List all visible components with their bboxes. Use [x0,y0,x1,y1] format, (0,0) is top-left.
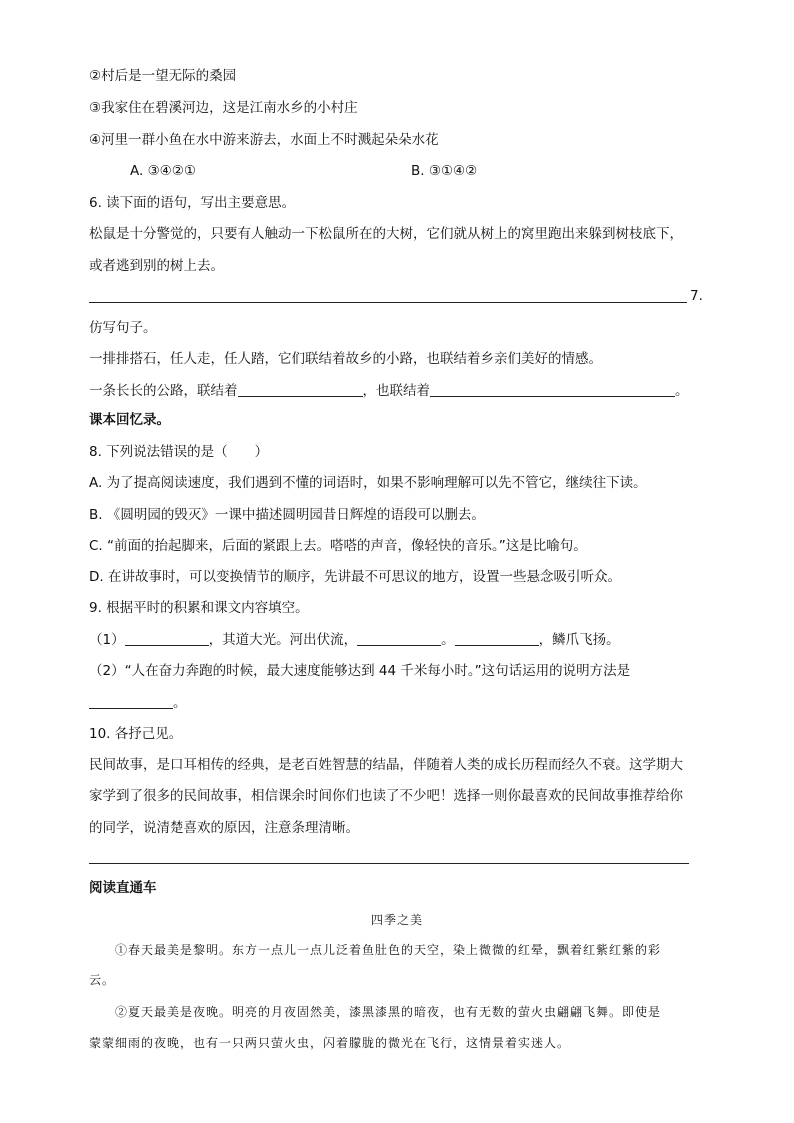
question-10: 10. 各抒己见。 [89,726,183,742]
q8-option-d: D. 在讲故事时，可以变换情节的顺序，先讲最不可思议的地方，设置一些悬念吸引听众。 [89,569,621,585]
q9-item-2-answer [89,693,187,713]
essay-paragraph-1-line2: 云。 [89,973,116,987]
essay-title: 四季之美 [370,913,423,927]
q9-1-prefix: （1） [89,632,125,648]
q9-1-text-d: ，鳞爪飞扬。 [538,632,620,648]
question-9: 9. 根据平时的积累和课文内容填空。 [89,600,309,616]
q10-prompt-line1: 民间故事，是口耳相传的经典，是老百姓智慧的结晶，伴随着人类的成长历程而经久不衰。这学期大 [89,757,683,773]
q7-fill-line [89,381,689,401]
q7-blank-1[interactable] [238,382,363,397]
q10-prompt-line2: 家学到了很多的民间故事，相信课余时间你们也读了不少吧！选择一则你最喜欢的民间故事推荐给你 [89,788,683,804]
q9-1-blank-3[interactable] [455,631,539,646]
q8-option-b: B. 《圆明园的毁灭》一课中描述圆明园昔日辉煌的语段可以删去。 [89,507,485,523]
q9-item-2: （2）“人在奋力奔跑的时候，最大速度能够达到 44 千米每小时。”这句话运用的说明方法是 [89,663,631,679]
sentence-2: ②村后是一望无际的桑园 [89,68,237,84]
question-6: 6. 读下面的语句，写出主要意思。 [89,195,296,211]
section-heading-textbook: 课本回忆录。 [89,412,170,428]
option-a: A. ③④②① [130,163,196,179]
question-7-number: 7. [690,288,703,304]
q7-example: 一排排搭石，任人走，任人踏，它们联结着故乡的小路，也联结着乡亲们美好的情感。 [89,351,602,367]
q9-item-1 [89,630,620,650]
q9-1-text-b: ，其道大光。河出伏流， [208,632,358,648]
q7-fill-text-b: ，也联结着 [362,383,430,399]
q7-fill-text-c: 。 [675,383,689,399]
q9-1-blank-2[interactable] [357,631,441,646]
q7-fill-text-a: 一条长长的公路，联结着 [89,383,238,399]
q7-blank-2[interactable] [430,382,675,397]
essay-paragraph-2-line2: 蒙蒙细雨的夜晚，也有一只两只萤火虫，闪着朦胧的微光在飞行，这情景着实迷人。 [89,1036,571,1050]
q6-answer-line[interactable] [89,302,687,303]
question-7: 仿写句子。 [89,320,157,336]
q6-passage-line2: 或者逃到别的树上去。 [89,258,224,274]
sentence-3: ③我家住在碧溪河边，这是江南水乡的小村庄 [89,100,358,116]
option-b: B. ③①④② [411,163,478,179]
q9-2-blank[interactable] [89,694,173,709]
q9-2-end: 。 [173,695,187,711]
q10-answer-line[interactable] [89,863,689,864]
essay-paragraph-1-line1: ①春天最美是黎明。东方一点儿一点儿泛着鱼肚色的天空，染上微微的红晕，飘着红紫红紫的彩 [115,943,662,957]
q8-option-a: A. 为了提高阅读速度，我们遇到不懂的词语时，如果不影响理解可以先不管它，继续往下读。 [89,475,647,491]
essay-paragraph-2-line1: ②夏天最美是夜晚。明亮的月夜固然美，漆黑漆黑的暗夜，也有无数的萤火虫翩翩飞舞。即使是 [115,1005,662,1019]
question-8: 8. 下列说法错误的是（ ） [89,444,269,460]
q10-prompt-line3: 的同学，说清楚喜欢的原因，注意条理清晰。 [89,820,359,836]
q6-passage-line1: 松鼠是十分警觉的，只要有人触动一下松鼠所在的大树，它们就从树上的窝里跑出来躲到树枝底下， [89,226,683,242]
q9-1-blank-1[interactable] [125,631,209,646]
q8-option-c: C. “前面的抬起脚来，后面的紧跟上去。嗒嗒的声音，像轻快的音乐。”这是比喻句。 [89,538,587,554]
section-heading-reading: 阅读直通车 [89,880,157,896]
sentence-4: ④河里一群小鱼在水中游来游去，水面上不时溅起朵朵水花 [89,132,439,148]
q9-1-text-c: 。 [441,632,455,648]
